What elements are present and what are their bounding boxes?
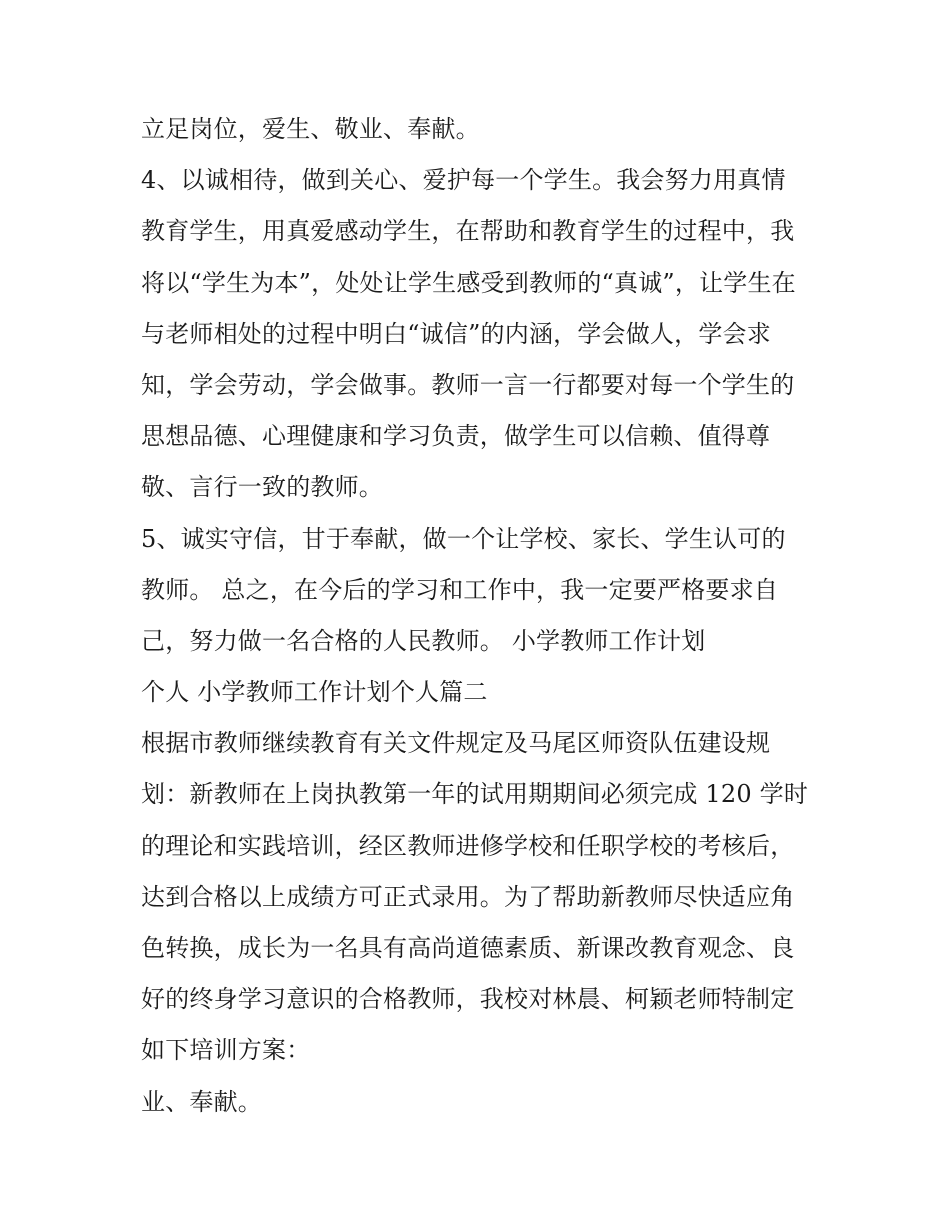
text-line: 根据市教师继续教育有关文件规定及马尾区师资队伍建设规 xyxy=(141,729,771,758)
text-line: 如下培训方案： xyxy=(141,1036,311,1065)
text-line: 知，学会劳动，学会做事。教师一言一行都要对每一个学生的 xyxy=(141,370,795,399)
text-line: 教师。 总之，在今后的学习和工作中，我一定要严格要求自 xyxy=(141,575,779,604)
text-line: 教育学生，用真爱感动学生，在帮助和教育学生的过程中，我 xyxy=(141,217,795,246)
text-line: 立足岗位，爱生、敬业、奉献。 xyxy=(141,115,480,143)
text-line: 己，努力做一名合格的人民教师。 小学教师工作计划 xyxy=(141,626,706,655)
text-line: 将以“学生为本”，处处让学生感受到教师的“真诚”，让学生在 xyxy=(141,268,796,297)
text-line: 思想品德、心理健康和学习负责，做学生可以信赖、值得尊 xyxy=(141,422,771,451)
text-line: 4、以诚相待，做到关心、爱护每一个学生。我会努力用真情 xyxy=(141,166,786,195)
text-line: 的理论和实践培训，经区教师进修学校和任职学校的考核后， xyxy=(141,831,795,860)
text-line: 个人 小学教师工作计划个人篇二 xyxy=(141,678,488,707)
text-line: 划：新教师在上岗执教第一年的试用期期间必须完成 120 学时 xyxy=(141,780,809,809)
text-line: 色转换，成长为一名具有高尚道德素质、新课改教育观念、良 xyxy=(141,934,795,962)
text-line: 业、奉献。 xyxy=(141,1087,262,1116)
text-line: 达到合格以上成绩方可正式录用。为了帮助新教师尽快适应角 xyxy=(141,882,795,911)
text-line: 敬、言行一致的教师。 xyxy=(141,473,383,502)
text-line: 好的终身学习意识的合格教师，我校对林晨、柯颖老师特制定 xyxy=(141,985,795,1014)
document-body xyxy=(141,104,821,1128)
text-line: 5、诚实守信，甘于奉献，做一个让学校、家长、学生认可的 xyxy=(141,524,786,553)
text-line: 与老师相处的过程中明白“诚信”的内涵，学会做人，学会求 xyxy=(141,319,771,348)
